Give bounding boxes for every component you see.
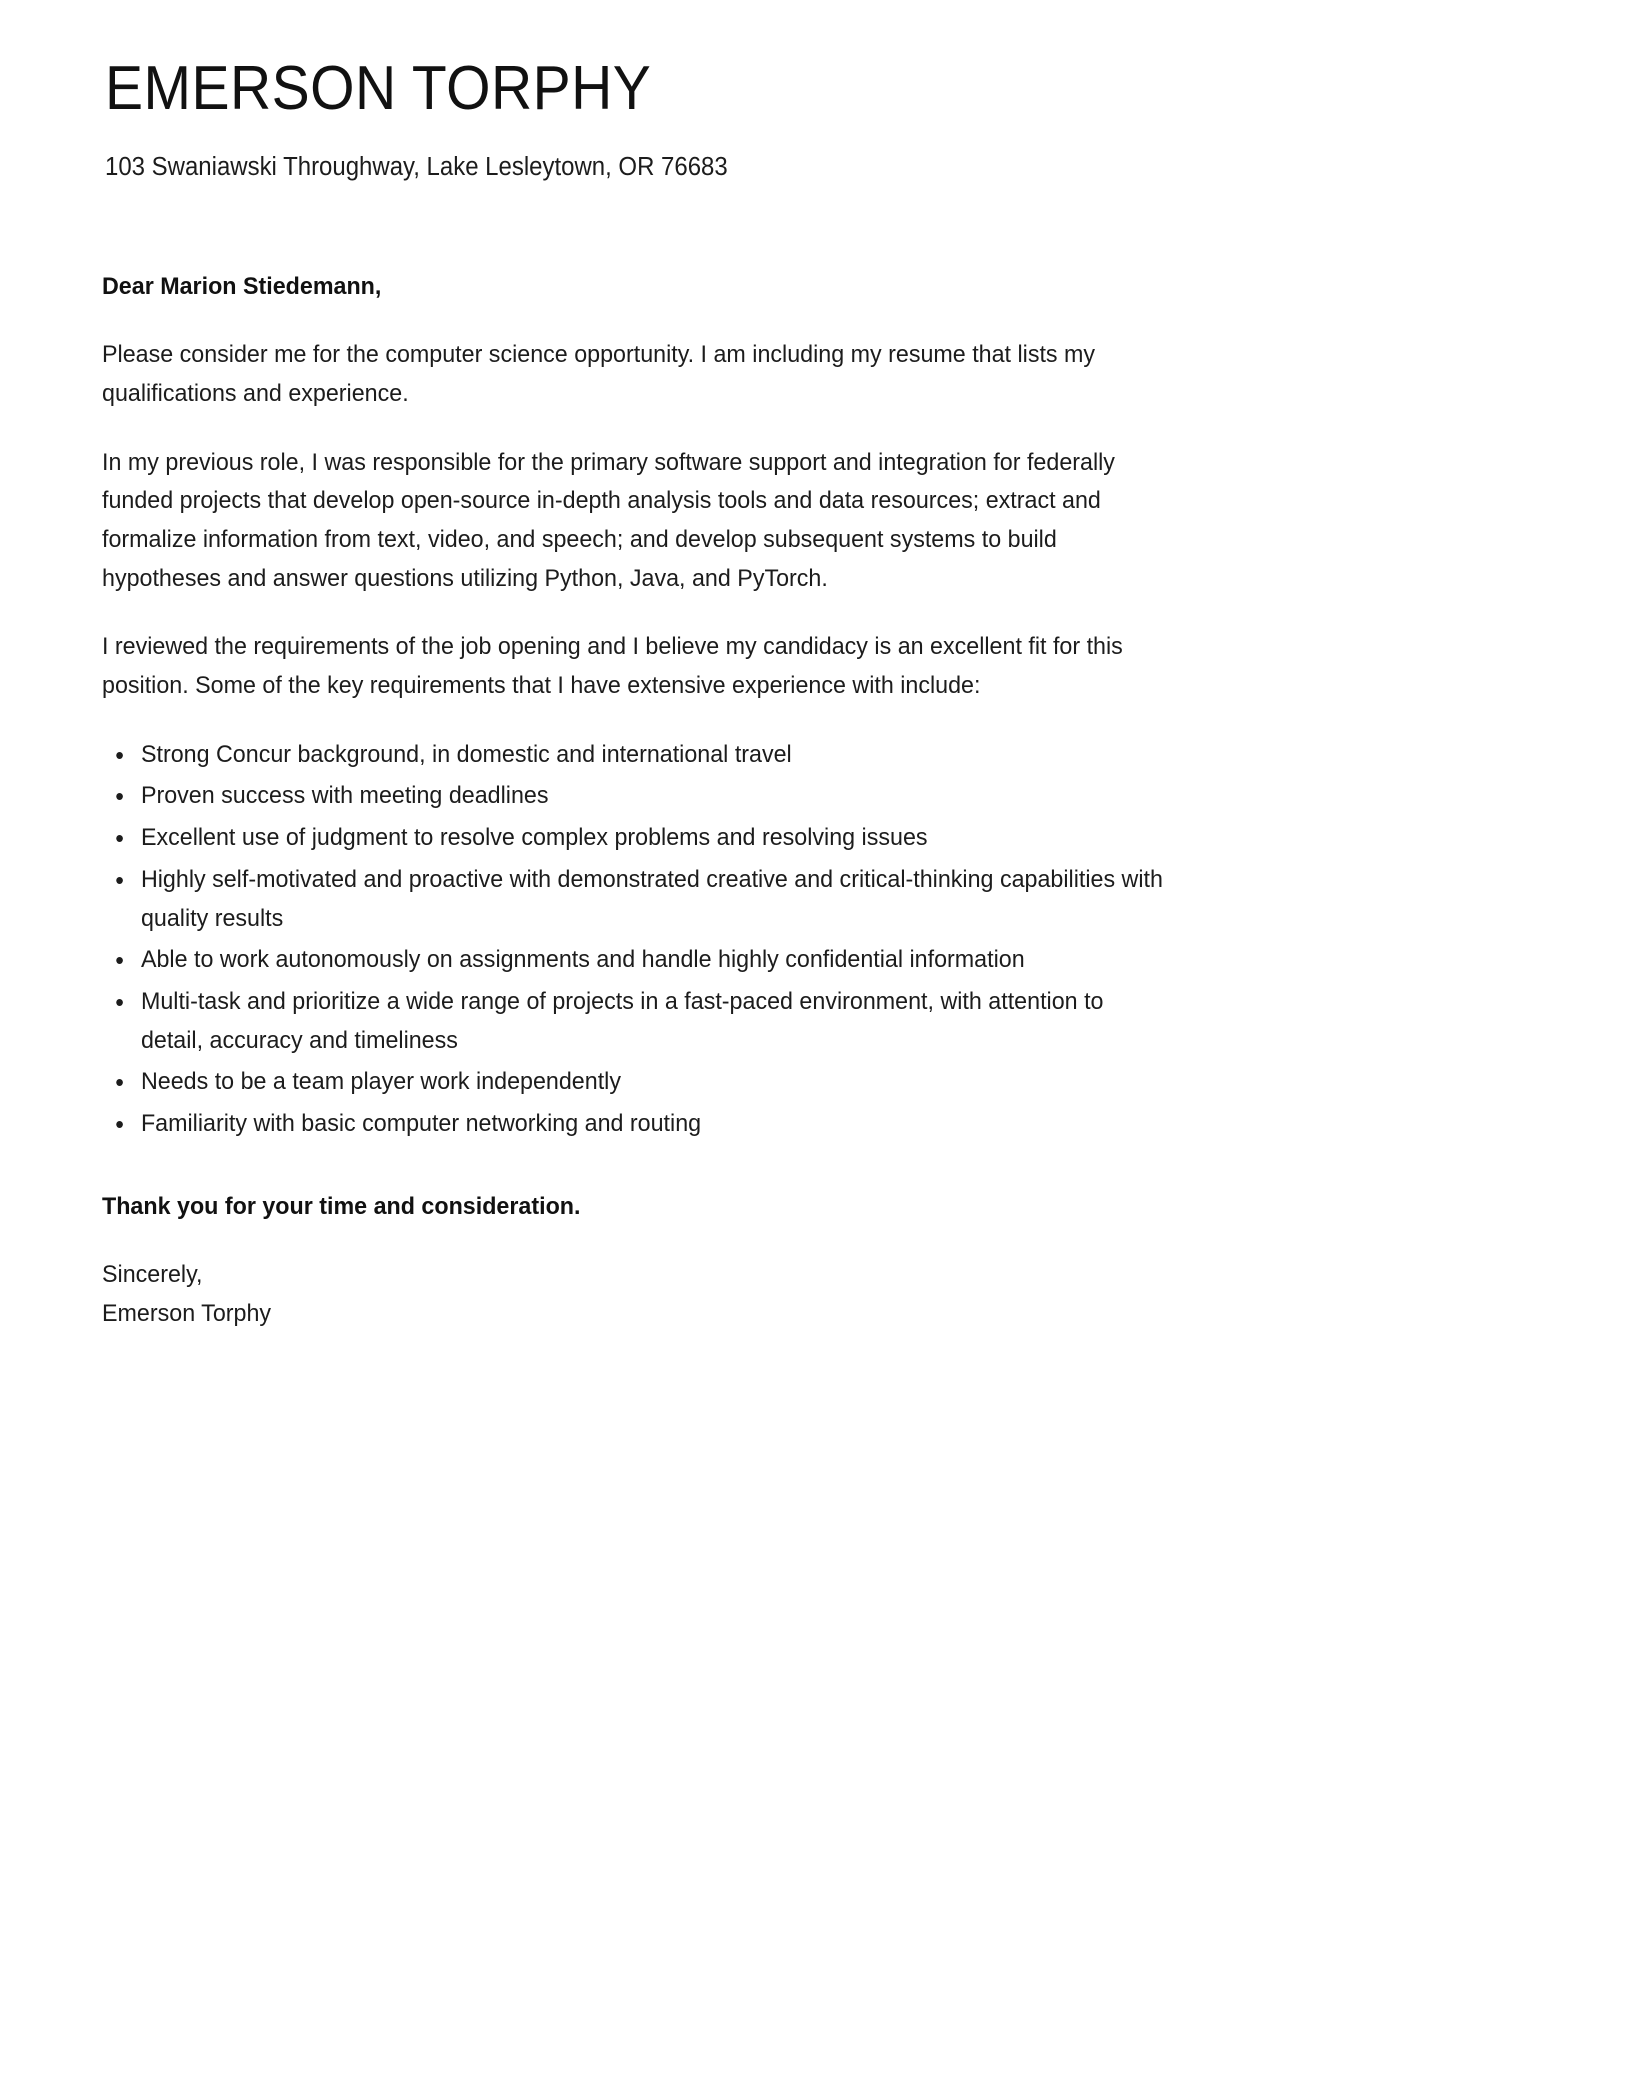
valediction: Sincerely, [102, 1261, 203, 1289]
applicant-address: 103 Swaniawski Throughway, Lake Lesleytown, OR 76683 [105, 152, 728, 181]
list-item: • Multi-task and prioritize a wide range of projects in a fast-paced environment, with attention to detail, accuracy and timeliness [102, 983, 1164, 1060]
signoff-block [102, 1256, 1446, 1333]
closing-thanks: Thank you for your time and consideration. [102, 1192, 581, 1220]
list-item: • Highly self-motivated and proactive with demonstrated creative and critical-thinking capabilities with quality results [102, 861, 1164, 938]
signature-name: Emerson Torphy [102, 1299, 272, 1327]
list-item: • Familiarity with basic computer networking and routing [102, 1105, 1164, 1144]
paragraph-intro: Please consider me for the computer science opportunity. I am including my resume that lists my qualifications and experience. [102, 341, 1096, 407]
list-item: • Proven success with meeting deadlines [102, 777, 1164, 816]
paragraph-experience: In my previous role, I was responsible for the primary software support and integration for federally funded projects that develop open-source in-depth analysis tools and data resources; extract and formalize information from text, video, and speech; and develop subsequent systems to build hypotheses and answer questions utilizing Python, Java, and PyTorch. [102, 448, 1115, 592]
list-item: • Able to work autonomously on assignments and handle highly confidential information [102, 941, 1164, 980]
letter-body [102, 56, 1530, 1334]
list-item: • Strong Concur background, in domestic and international travel [102, 736, 1164, 775]
requirements-list [102, 736, 1164, 1144]
list-item: • Excellent use of judgment to resolve complex problems and resolving issues [102, 819, 1164, 858]
page-title: EMERSON TORPHY [105, 54, 652, 123]
paragraph-requirements-intro: I reviewed the requirements of the job opening and I believe my candidacy is an excellent fit for this position. Some of the key requirements that I have extensive experience with include: [102, 633, 1123, 700]
salutation: Dear Marion Stiedemann, [102, 273, 382, 301]
letter-content [102, 270, 1517, 1333]
list-item: • Needs to be a team player work independently [102, 1063, 1164, 1102]
